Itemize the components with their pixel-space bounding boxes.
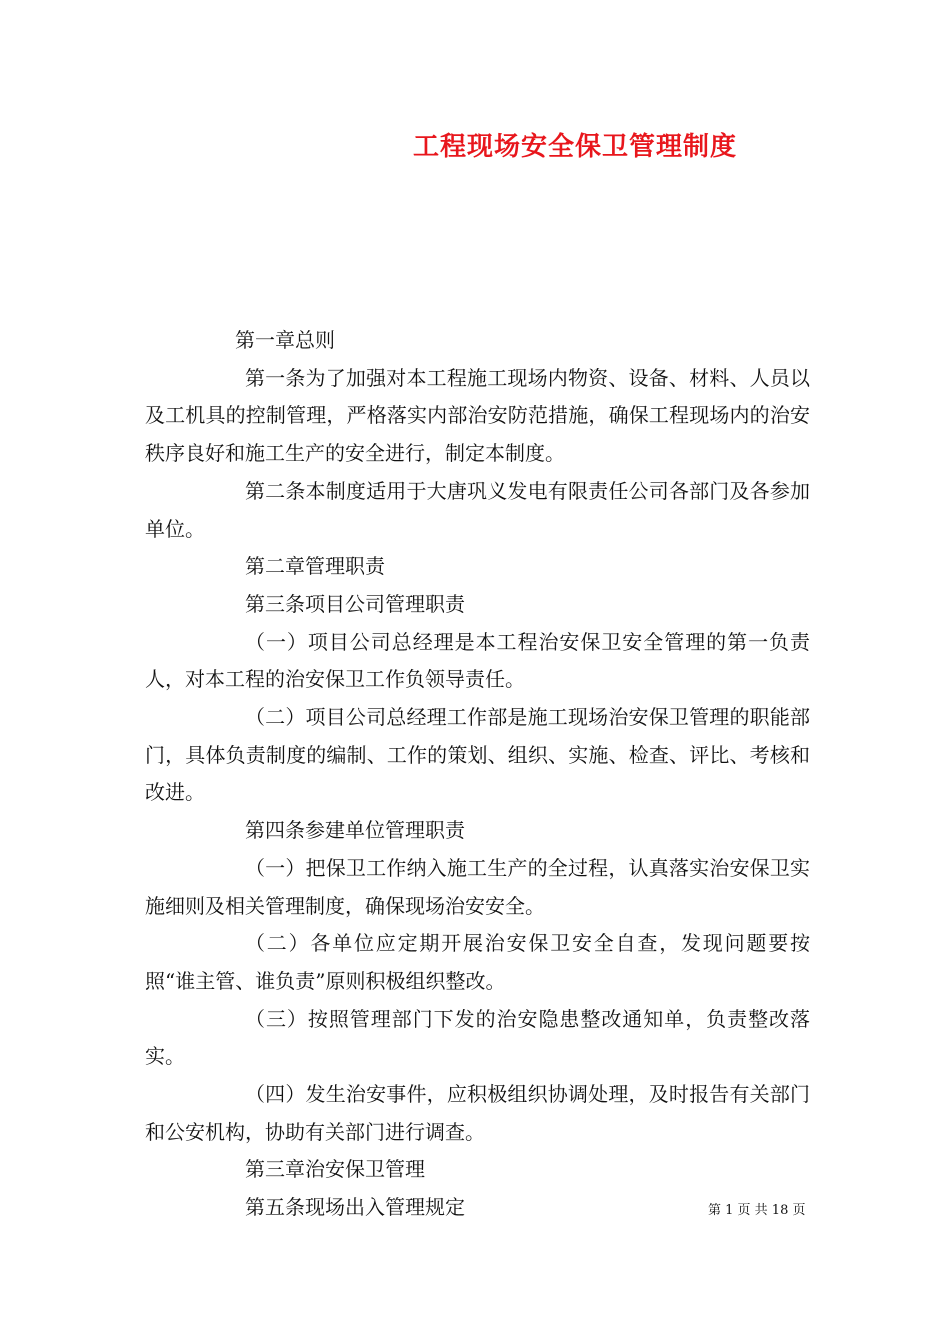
- article-paragraph: 第三条项目公司管理职责: [245, 591, 465, 616]
- chapter-heading: 第三章治安保卫管理: [245, 1157, 425, 1182]
- article-paragraph: 第二条本制度适用于大唐巩义发电有限责任公司各部门及各参加单位。: [145, 478, 810, 541]
- article-paragraph: 第一条为了加强对本工程施工现场内物资、设备、材料、人员以及工机具的控制管理，严格落实内部治安防范措施，确保工程现场内的治安秩序良好和施工生产的安全进行，制定本制度。: [145, 365, 810, 466]
- chapter-heading: 第一章总则: [235, 328, 335, 352]
- clause-paragraph: （三）按照管理部门下发的治安隐患整改通知单，负责整改落实。: [145, 1006, 810, 1069]
- document-title: 工程现场安全保卫管理制度: [413, 132, 738, 162]
- clause-paragraph: （二）各单位应定期开展治安保卫安全自查，发现问题要按照“谁主管、谁负责”原则积极组织整改。: [145, 931, 810, 993]
- clause-paragraph: （一）项目公司总经理是本工程治安保卫安全管理的第一负责人，对本工程的治安保卫工作负领导责任。: [145, 629, 810, 692]
- page-footer: 第 1 页 共 18 页: [708, 1203, 806, 1218]
- clause-paragraph: （二）项目公司总经理工作部是施工现场治安保卫管理的职能部门，具体负责制度的编制、工作的策划、组织、实施、检查、评比、考核和改进。: [145, 705, 810, 805]
- clause-paragraph: （一）把保卫工作纳入施工生产的全过程，认真落实治安保卫实施细则及相关管理制度，确保现场治安安全。: [145, 855, 810, 918]
- document-body: [145, 322, 810, 1227]
- article-paragraph: 第五条现场出入管理规定: [245, 1195, 465, 1220]
- article-paragraph: 第四条参建单位管理职责: [245, 818, 465, 843]
- clause-paragraph: （四）发生治安事件，应积极组织协调处理，及时报告有关部门和公安机构，协助有关部门进行调查。: [145, 1082, 810, 1144]
- chapter-heading: 第二章管理职责: [245, 554, 385, 579]
